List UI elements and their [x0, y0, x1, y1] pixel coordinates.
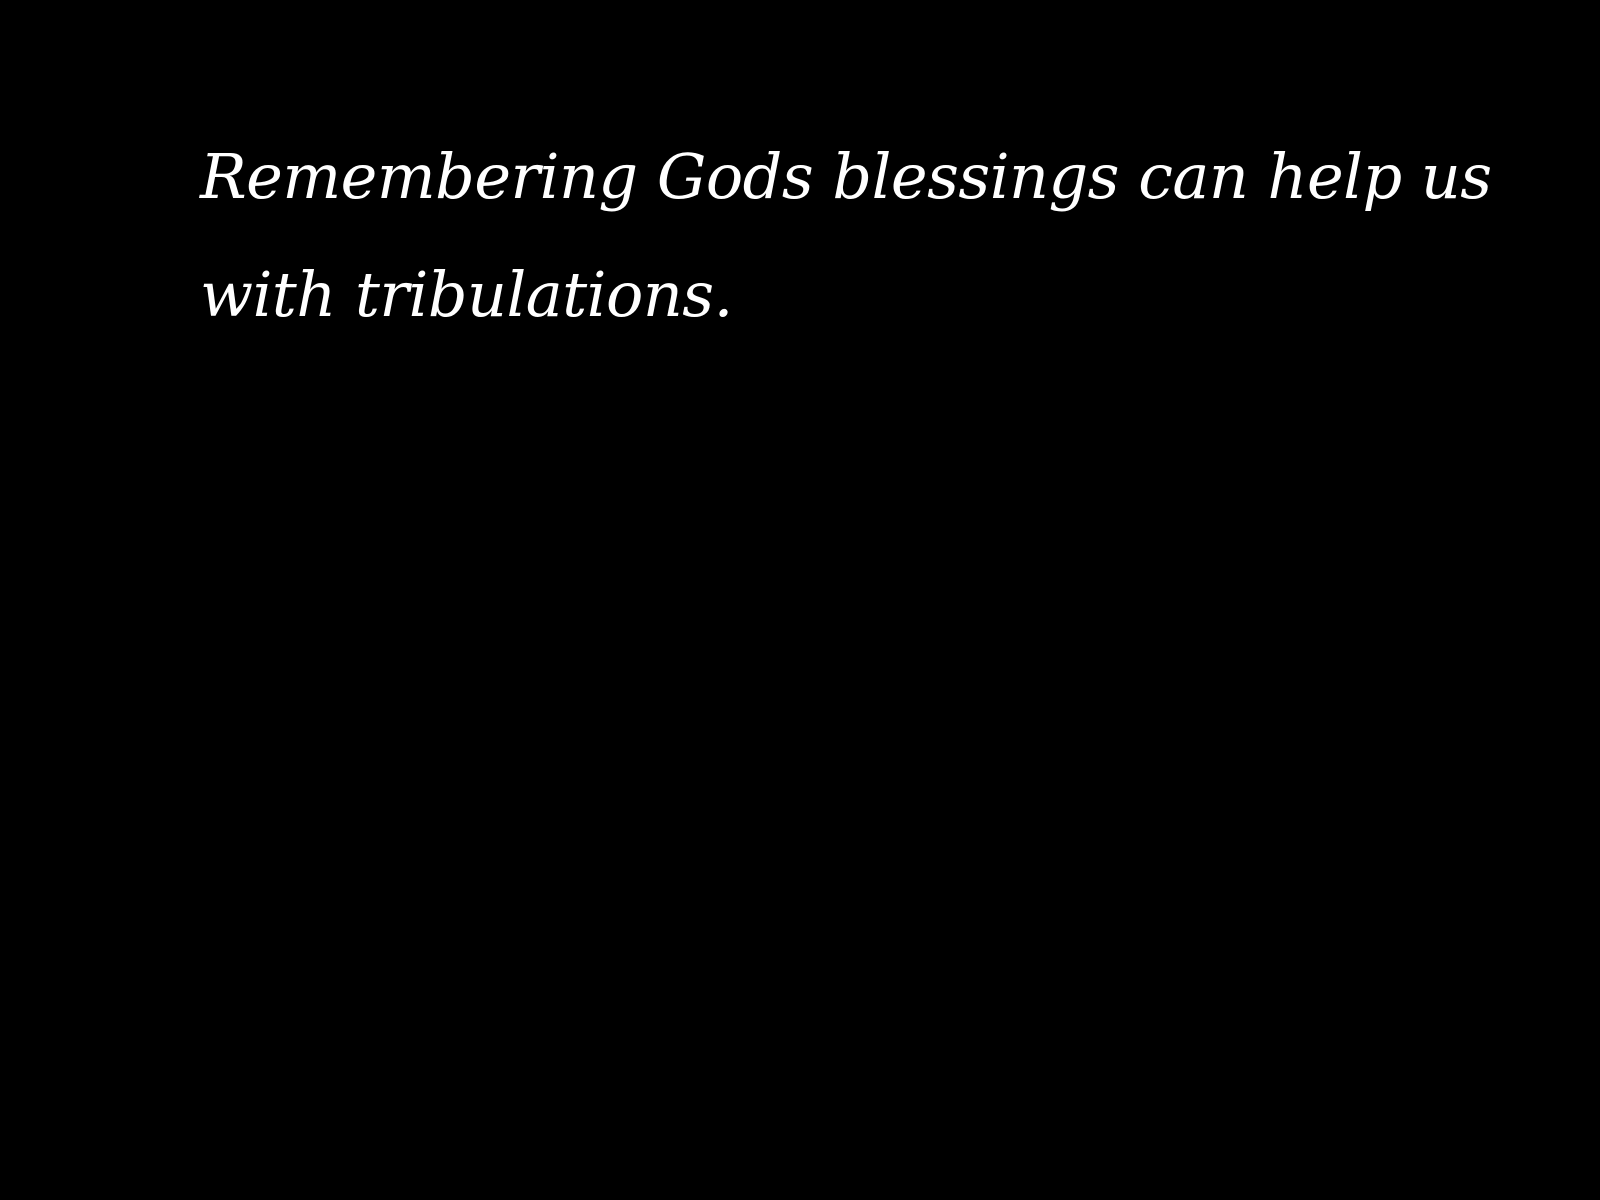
- text-line-2: with tribulations.: [200, 258, 733, 331]
- slide-text: [200, 118, 1492, 354]
- text-line-1: Remembering Gods blessings can help us: [200, 140, 1492, 213]
